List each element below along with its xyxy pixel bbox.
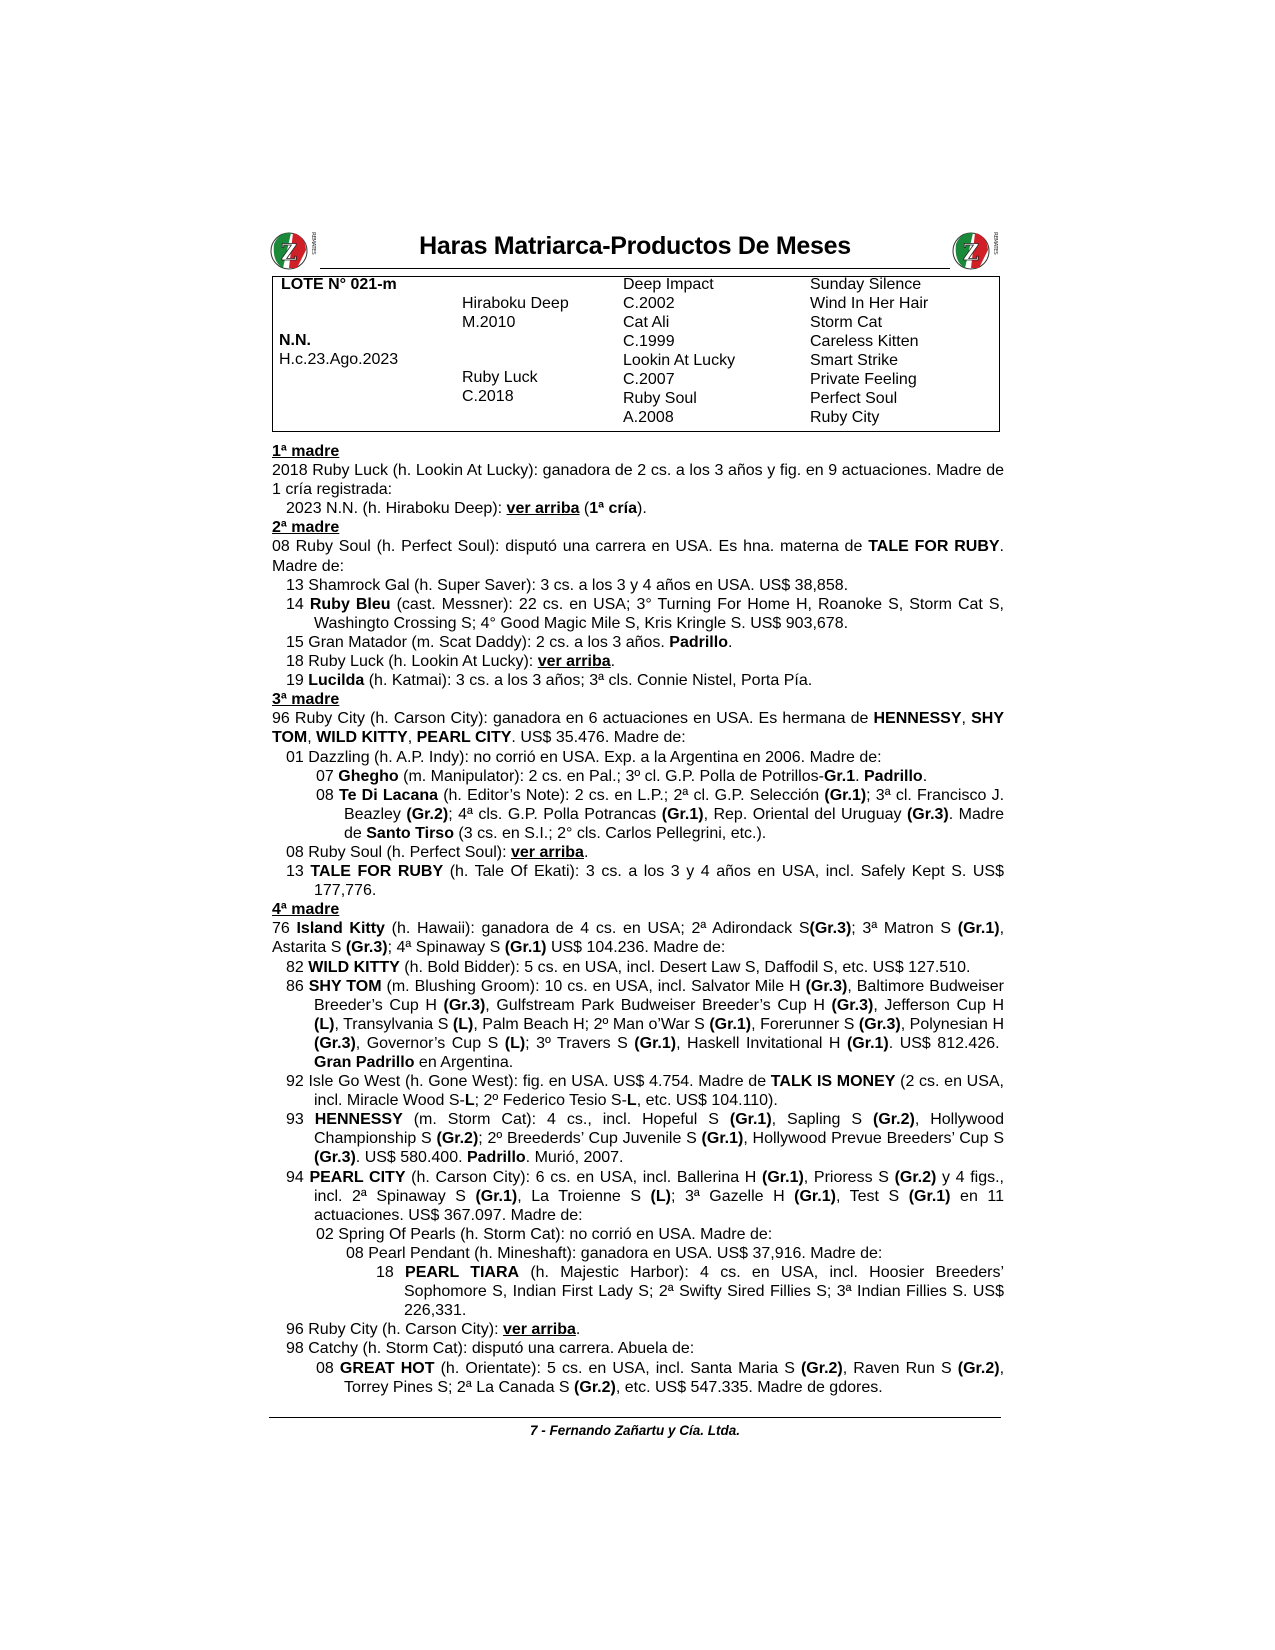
section-heading: 2ª madre	[272, 519, 340, 537]
svg-text:Z: Z	[962, 240, 980, 266]
family-notes	[272, 442, 1004, 1397]
pedigree-entry: 15 Gran Matador (m. Scat Daddy): 2 cs. a los 3 años. Padrillo.	[286, 633, 733, 651]
horse-name: N.N.	[279, 332, 311, 349]
gen2-item: C.2007	[623, 371, 675, 388]
dam-info: C.2018	[462, 388, 514, 405]
gen2-item: Lookin At Lucky	[623, 352, 736, 369]
gen3-item: Storm Cat	[810, 314, 883, 331]
gen3-item: Careless Kitten	[810, 333, 919, 350]
svg-text:REMATES: REMATES	[310, 232, 316, 255]
pedigree-entry: 18 PEARL TIARA (h. Majestic Harbor): 4 cs. en USA, incl. Hoosier Breeders’ Sophomore S, Indian First Lady S; 2ª Swifty Sired Fillies S; 3ª Indian Fillies S. US$ 226,331.	[376, 1264, 1005, 1320]
pedigree-entry: 02 Spring Of Pearls (h. Storm Cat): no corrió en USA. Madre de:	[316, 1225, 773, 1243]
pedigree-entry: 18 Ruby Luck (h. Lookin At Lucky): ver arriba.	[286, 653, 616, 671]
pedigree-entry: 96 Ruby City (h. Carson City): ganadora en 6 actuaciones en USA. Es hermana de HENNESSY, SHY TOM, WILD KITTY, PEARL CITY. US$ 35.476. Madre de:	[272, 710, 1004, 747]
gen3-item: Ruby City	[810, 409, 880, 426]
pedigree-entry: 14 Ruby Bleu (cast. Messner): 22 cs. en USA; 3° Turning For Home H, Roanoke S, Storm Cat S, Washingto Crossing S; 4° Good Magic Mile S, Kris Kringle S. US$ 903,678.	[286, 595, 1004, 632]
footer-divider	[269, 1417, 1001, 1418]
sire-info: M.2010	[462, 314, 516, 331]
gen2-item: C.2002	[623, 295, 675, 312]
pedigree-entry: 96 Ruby City (h. Carson City): ver arriba.	[286, 1321, 581, 1339]
sire-name: Hiraboku Deep	[462, 295, 569, 312]
zl-remates-logo-left	[269, 224, 319, 274]
lot-number: LOTE N° 021-m	[281, 276, 397, 293]
gen3-item: Perfect Soul	[810, 390, 898, 407]
svg-text:Z: Z	[280, 240, 298, 266]
title-divider	[320, 268, 950, 269]
pedigree-entry: 82 WILD KITTY (h. Bold Bidder): 5 cs. en USA, incl. Desert Law S, Daffodil S, etc. US$ 127.510.	[286, 958, 971, 976]
pedigree-entry: 94 PEARL CITY (h. Carson City): 6 cs. en USA, incl. Ballerina H (Gr.1), Prioress S (Gr.2) y 4 figs., incl. 2ª Spinaway S (Gr.1), La Troienne S (L); 3ª Gazelle H (Gr.1), Test S (Gr.1) en 11 actuaciones. US$ 367.097. Madre de:	[286, 1168, 1005, 1224]
gen2-item: A.2008	[623, 409, 674, 426]
pedigree-entry: 92 Isle Go West (h. Gone West): fig. en USA. US$ 4.754. Madre de TALK IS MONEY (2 cs. en USA, incl. Miracle Wood S-L; 2º Federico Tesio S-L, etc. US$ 104.110).	[286, 1073, 1004, 1110]
gen2-item: Deep Impact	[623, 276, 714, 293]
pedigree-entry: 2023 N.N. (h. Hiraboku Deep): ver arriba (1ª cría).	[286, 500, 647, 518]
pedigree-entry: 93 HENNESSY (m. Storm Cat): 4 cs., incl. Hopeful S (Gr.1), Sapling S (Gr.2), Hollywood Championship S (Gr.2); 2º Breederds’ Cup Juvenile S (Gr.1), Hollywood Prevue Breeders’ Cup S (Gr.3). US$ 580.400. Padrillo. Murió, 2007.	[286, 1111, 1005, 1167]
horse-birth: H.c.23.Ago.2023	[279, 351, 399, 368]
pedigree-entry: 13 Shamrock Gal (h. Super Saver): 3 cs. a los 3 y 4 años en USA. US$ 38,858.	[286, 576, 849, 594]
dam-name: Ruby Luck	[462, 369, 538, 386]
svg-text:REMATES: REMATES	[992, 232, 998, 255]
pedigree-entry: 01 Dazzling (h. A.P. Indy): no corrió en USA. Exp. a la Argentina en 2006. Madre de:	[286, 748, 882, 766]
page-title: Haras Matriarca-Productos De Meses	[419, 232, 851, 260]
pedigree-entry: 08 Ruby Soul (h. Perfect Soul): disputó una carrera en USA. Es hna. materna de TALE FOR RUBY. Madre de:	[272, 538, 1004, 575]
gen2-item: Cat Ali	[623, 314, 670, 331]
pedigree-entry: 07 Ghegho (m. Manipulator): 2 cs. en Pal.; 3º cl. G.P. Polla de Potrillos-Gr.1. Padrillo.	[316, 767, 928, 785]
gen3-item: Sunday Silence	[810, 276, 922, 293]
zl-remates-logo-right	[951, 224, 1001, 274]
pedigree-entry: 08 Ruby Soul (h. Perfect Soul): ver arriba.	[286, 843, 589, 861]
pedigree-entry: 86 SHY TOM (m. Blushing Groom): 10 cs. en USA, incl. Salvator Mile H (Gr.3), Baltimore Budweiser Breeder’s Cup H (Gr.3), Gulfstream Park Budweiser Breeder’s Cup H (Gr.3), Jefferson Cup H (L), Transylvania S (L), Palm Beach H; 2º Man o’War S (Gr.1), Forerunner S (Gr.3), Polynesian H (Gr.3), Governor’s Cup S (L); 3º Travers S (Gr.1), Haskell Invitational H (Gr.1). US$ 812.426. Gran Padrillo en Argentina.	[286, 977, 1005, 1071]
section-heading: 3ª madre	[272, 691, 340, 709]
pedigree-entry: 19 Lucilda (h. Katmai): 3 cs. a los 3 años; 3ª cls. Connie Nistel, Porta Pía.	[286, 672, 813, 690]
pedigree-entry: 08 Te Di Lacana (h. Editor’s Note): 2 cs. en L.P.; 2ª cl. G.P. Selección (Gr.1); 3ª cl. Francisco J. Beazley (Gr.2); 4ª cls. G.P. Polla Potrancas (Gr.1), Rep. Oriental del Uruguay (Gr.3). Madre de Santo Tirso (3 cs. en S.I.; 2° cls. Carlos Pellegrini, etc.).	[316, 786, 1005, 842]
gen2-item: Ruby Soul	[623, 390, 697, 407]
section-heading: 4ª madre	[272, 901, 340, 919]
gen3-item: Private Feeling	[810, 371, 917, 388]
gen2-item: C.1999	[623, 333, 675, 350]
gen3-item: Wind In Her Hair	[810, 295, 929, 312]
section-heading: 1ª madre	[272, 443, 340, 460]
page-footer: 7 - Fernando Zañartu y Cía. Ltda.	[529, 1423, 741, 1438]
pedigree-entry: 08 Pearl Pendant (h. Mineshaft): ganadora en USA. US$ 37,916. Madre de:	[346, 1244, 883, 1262]
pedigree-table	[272, 276, 1000, 432]
gen3-item: Smart Strike	[810, 352, 899, 369]
pedigree-entry: 98 Catchy (h. Storm Cat): disputó una carrera. Abuela de:	[286, 1340, 695, 1358]
pedigree-entry: 08 GREAT HOT (h. Orientate): 5 cs. en USA, incl. Santa Maria S (Gr.2), Raven Run S (Gr.2), Torrey Pines S; 2ª La Canada S (Gr.2), etc. US$ 547.335. Madre de gdores.	[316, 1359, 1005, 1396]
pedigree-entry: 76 Island Kitty (h. Hawaii): ganadora de 4 cs. en USA; 2ª Adirondack S(Gr.3); 3ª Matron S (Gr.1), Astarita S (Gr.3); 4ª Spinaway S (Gr.1) US$ 104.236. Madre de:	[272, 920, 1005, 957]
pedigree-entry: 13 TALE FOR RUBY (h. Tale Of Ekati): 3 cs. a los 3 y 4 años en USA, incl. Safely Kept S. US$ 177,776.	[286, 863, 1004, 900]
pedigree-entry: 2018 Ruby Luck (h. Lookin At Lucky): ganadora de 2 cs. a los 3 años y fig. en 9 actuaciones. Madre de 1 cría registrada:	[272, 462, 1004, 499]
